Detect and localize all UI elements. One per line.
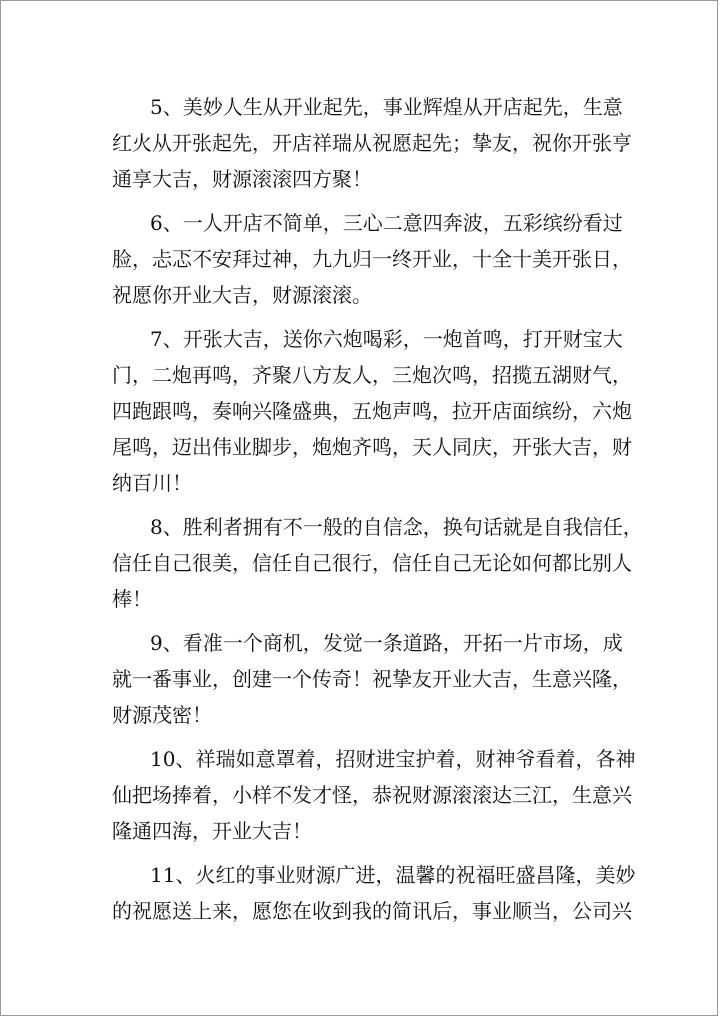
paragraph-line: 祝愿你开业大吉，财源滚滚。 xyxy=(112,283,372,307)
paragraph-9 xyxy=(112,625,632,733)
paragraph-line: 10、祥瑞如意罩着，招财进宝护着，财神爷看着，各神 xyxy=(150,747,636,771)
paragraph-line: 仙把场捧着，小样不发才怪，恭祝财源滚滚达三江，生意兴 xyxy=(112,783,632,807)
paragraph-line: 通享大吉，财源滚滚四方聚！ xyxy=(112,167,372,191)
paragraph-line: 尾鸣，迈出伟业脚步，炮炮齐鸣，天人同庆，开张大吉，财 xyxy=(112,435,632,459)
paragraph-line: 信任自己很美，信任自己很行，信任自己无论如何都比别人 xyxy=(112,551,632,575)
paragraph-line: 的祝愿送上来，愿您在收到我的简讯后，事业顺当，公司兴 xyxy=(112,899,632,923)
paragraph-5 xyxy=(112,89,632,197)
paragraph-line: 脸，忐忑不安拜过神，九九归一终开业，十全十美开张日， xyxy=(112,247,632,271)
paragraph-line: 9、看准一个商机，发觉一条道路，开拓一片市场，成 xyxy=(150,631,623,655)
paragraph-10 xyxy=(112,741,636,849)
paragraph-line: 就一番事业，创建一个传奇！祝挚友开业大吉，生意兴隆， xyxy=(112,667,632,691)
paragraph-line: 纳百川！ xyxy=(112,471,192,495)
paragraph-line: 棒！ xyxy=(112,587,152,611)
paragraph-line: 7、开张大吉，送你六炮喝彩，一炮首鸣，打开财宝大 xyxy=(150,327,623,351)
document-body xyxy=(112,89,643,937)
paragraph-line: 11、火红的事业财源广进，温馨的祝福旺盛昌隆，美妙 xyxy=(150,863,636,887)
paragraph-line: 5、美妙人生从开业起先，事业辉煌从开店起先，生意 xyxy=(150,95,623,119)
paragraph-line: 8、胜利者拥有不一般的自信念，换句话就是自我信任， xyxy=(150,515,643,539)
paragraph-11 xyxy=(112,857,636,929)
paragraph-line: 四跑跟鸣，奏响兴隆盛典，五炮声鸣，拉开店面缤纷，六炮 xyxy=(112,399,632,423)
paragraph-line: 门，二炮再鸣，齐聚八方友人，三炮次鸣，招揽五湖财气， xyxy=(112,363,632,387)
paragraph-7 xyxy=(112,321,632,501)
paragraph-line: 红火从开张起先，开店祥瑞从祝愿起先；挚友，祝你开张亨 xyxy=(112,131,632,155)
paragraph-line: 财源茂密！ xyxy=(112,703,212,727)
paragraph-8 xyxy=(112,509,643,617)
paragraph-6 xyxy=(112,205,632,313)
paragraph-line: 隆通四海，开业大吉！ xyxy=(112,819,312,843)
paragraph-line: 6、一人开店不简单，三心二意四奔波，五彩缤纷看过 xyxy=(150,211,623,235)
